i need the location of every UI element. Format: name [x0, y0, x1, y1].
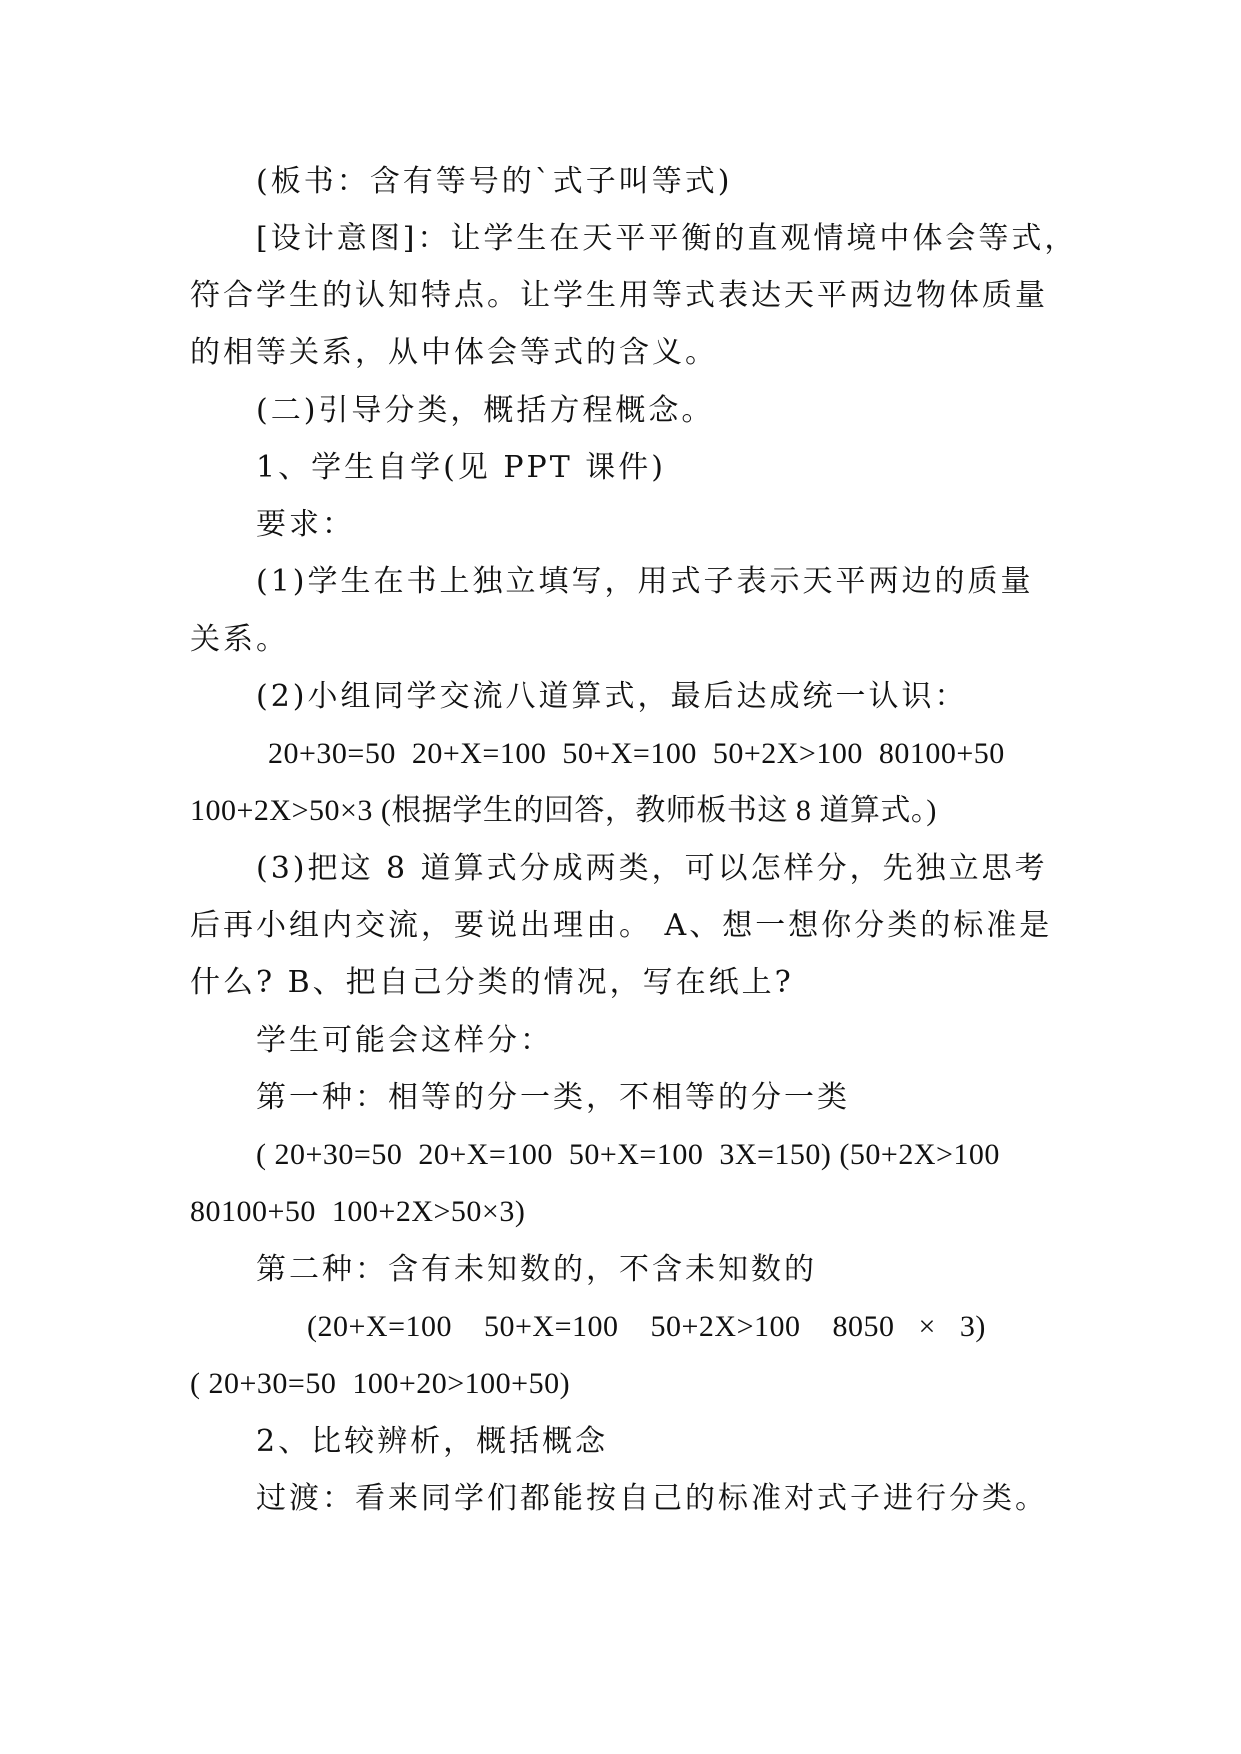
text-line-16: 学生可能会这样分： — [256, 1023, 553, 1058]
text-line-7: 要求： — [256, 507, 355, 542]
text-line-8: (1)学生在书上独立填写，用式子表示天平两边的质量 — [256, 564, 1034, 599]
text-line-4: 的相等关系，从中体会等式的含义。 — [190, 335, 718, 370]
text-line-5: (二)引导分类，概括方程概念。 — [256, 393, 715, 428]
text-line-3: 符合学生的认知特点。让学生用等式表达天平两边物体质量 — [190, 278, 1048, 313]
text-line-18: ( 20+30=50 20+X=100 50+X=100 3X=150) (50+2X>100 — [256, 1138, 1000, 1171]
text-line-21: (20+X=100 50+X=100 50+2X>100 8050 × 3) — [307, 1310, 986, 1343]
text-line-9: 关系。 — [190, 622, 289, 657]
text-line-19: 80100+50 100+2X>50×3) — [190, 1195, 526, 1228]
text-line-1: (板书：含有等号的`式子叫等式) — [256, 164, 733, 199]
text-line-11: 20+30=50 20+X=100 50+X=100 50+2X>100 80100+50 — [268, 737, 1005, 770]
text-line-17: 第一种：相等的分一类，不相等的分一类 — [256, 1080, 850, 1115]
text-line-14: 后再小组内交流，要说出理由。 A、想一想你分类的标准是 — [190, 908, 1053, 943]
text-line-15: 什么? B、把自己分类的情况，写在纸上? — [190, 965, 794, 1000]
text-line-6: 1、学生自学(见 PPT 课件) — [256, 450, 666, 485]
text-line-23: 2、比较辨析，概括概念 — [256, 1424, 609, 1459]
text-line-2: [设计意图]：让学生在天平平衡的直观情境中体会等式， — [256, 221, 1078, 256]
text-line-10: (2)小组同学交流八道算式，最后达成统一认识： — [256, 679, 968, 714]
text-line-13: (3)把这 8 道算式分成两类，可以怎样分，先独立思考 — [256, 851, 1048, 886]
text-line-22: ( 20+30=50 100+20>100+50) — [190, 1367, 571, 1400]
text-line-24: 过渡：看来同学们都能按自己的标准对式子进行分类。 — [256, 1481, 1048, 1516]
text-line-20: 第二种：含有未知数的，不含未知数的 — [256, 1252, 817, 1287]
text-line-12: 100+2X>50×3 (根据学生的回答，教师板书这 8 道算式。) — [190, 794, 937, 827]
